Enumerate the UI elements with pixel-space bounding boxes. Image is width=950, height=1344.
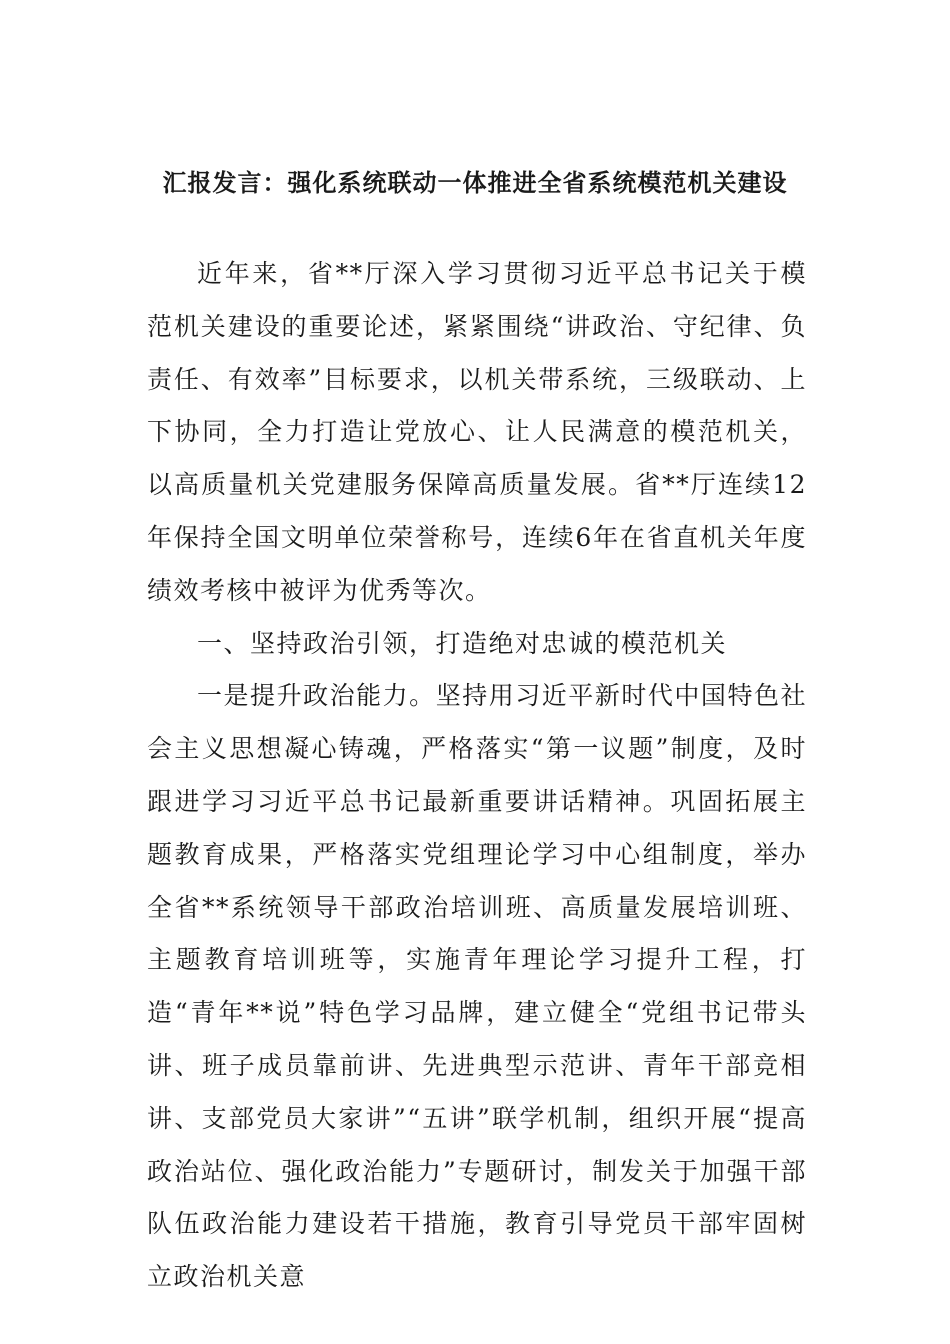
paragraph-political-ability: 一是提升政治能力。坚持用习近平新时代中国特色社会主义思想凝心铸魂，严格落实“第一议题”制度，及时跟进学习习近平总书记最新重要讲话精神。巩固拓展主题教育成果，严格落实党组理论学习中心组制度，举办全省**系统领导干部政治培训班、高质量发展培训班、主题教育培训班等，实施青年理论学习提升工程，打造“青年**说”特色学习品牌，建立健全“党组书记带头讲、班子成员靠前讲、先进典型示范讲、青年干部竞相讲、支部党员大家讲”“五讲”联学机制，组织开展“提高政治站位、强化政治能力”专题研讨，制发关于加强干部队伍政治能力建设若干措施，教育引导党员干部牢固树立政治机关意 [147,681,807,1292]
paragraph-intro: 近年来，省**厅深入学习贯彻习近平总书记关于模范机关建设的重要论述，紧紧围绕“讲政治、守纪律、负责任、有效率”目标要求，以机关带系统，三级联动、上下协同，全力打造让党放心、让人民满意的模范机关，以高质量机关党建服务保障高质量发展。省**厅连续12年保持全国文明单位荣誉称号，连续6年在省直机关年度绩效考核中被评为优秀等次。 [147,259,807,605]
document-title: 汇报发言：强化系统联动一体推进全省系统模范机关建设 [162,169,788,197]
section-heading-1: 一、坚持政治引领，打造绝对忠诚的模范机关 [197,628,728,658]
document-body [147,248,807,1304]
